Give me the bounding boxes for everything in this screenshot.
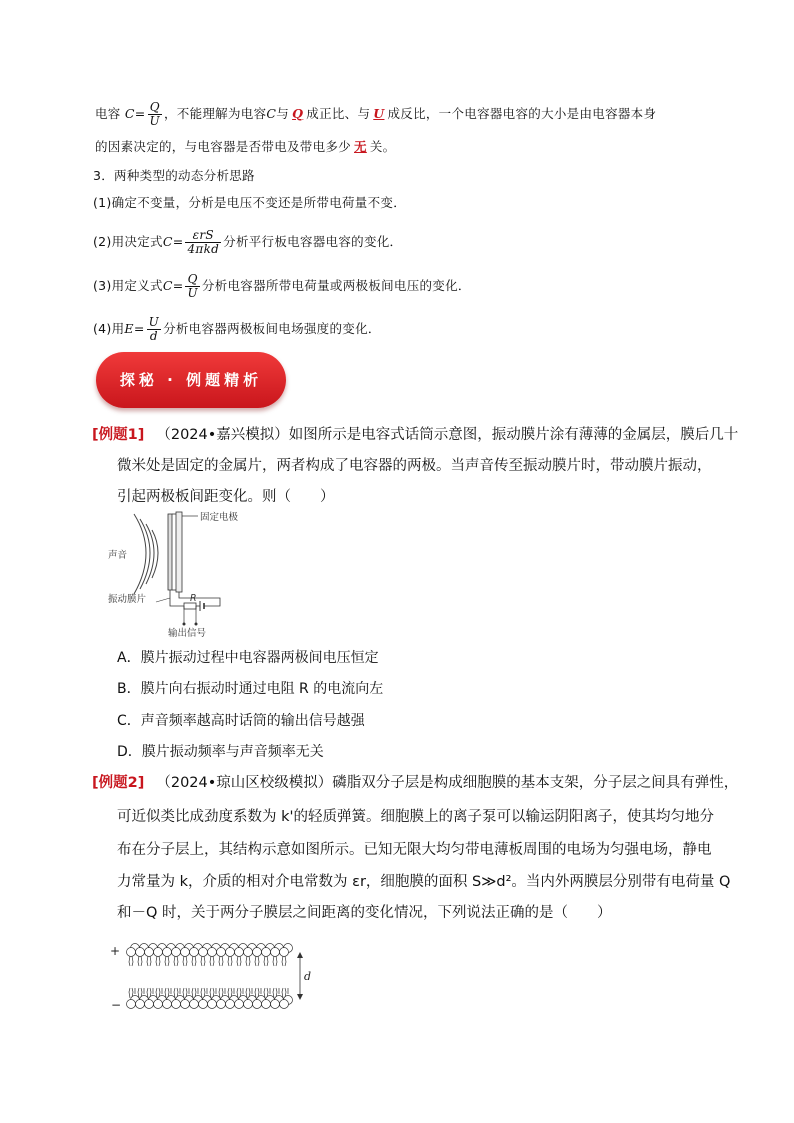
- definition-fraction: [185, 273, 199, 300]
- bottom-lipid-heads: [127, 996, 293, 1009]
- top-lipid-heads: [127, 944, 293, 957]
- capacitance-symbol: C: [266, 106, 277, 121]
- analysis-item-1: (1)确定不变量，分析是电压不变还是所带电荷量不变．: [93, 195, 407, 210]
- lipid-tail: [147, 956, 151, 966]
- lipid-tail: [246, 956, 250, 966]
- lipid-head: [163, 948, 172, 957]
- concept-line-2: [95, 137, 395, 157]
- lipid-head: [172, 948, 181, 957]
- item-text: 分析电容器两极板间电场强度的变化．: [163, 321, 381, 336]
- option-d[interactable]: D．膜片振动频率与声音频率无关: [117, 744, 324, 760]
- analysis-item-2: (2)用决定式C= $\frac{\text{εrS}}{\text{4πkd}}$ 分析平行板电容器电容的变化．: [93, 228, 403, 256]
- concept-text: ，不能理解为电容: [163, 106, 267, 121]
- section-heading: 3．两种类型的动态分析思路: [93, 168, 255, 183]
- example1-tag: [例题1]: [92, 427, 145, 443]
- example2-line-1: [92, 768, 738, 798]
- lipid-tail: [183, 956, 187, 966]
- lipid-head: [235, 1000, 244, 1009]
- lipid-tail: [156, 956, 160, 966]
- lipid-head: [190, 948, 199, 957]
- lipid-head: [181, 1000, 190, 1009]
- lipid-tail: [219, 956, 223, 966]
- capacitance-symbol: C: [124, 106, 135, 121]
- answer-blank-q: Q: [292, 106, 304, 121]
- membrane-plate: [168, 514, 172, 590]
- lipid-tail: [282, 956, 286, 966]
- lipid-tail: [210, 956, 214, 966]
- lipid-tail: [237, 956, 241, 966]
- item-text: 分析平行板电容器电容的变化．: [223, 234, 403, 249]
- example1-text: （2024•嘉兴模拟）如图所示是电容式话筒示意图，振动膜片涂有薄薄的金属层，膜后几十: [156, 427, 739, 443]
- lipid-head: [244, 1000, 253, 1009]
- lipid-head: [199, 948, 208, 957]
- lipid-head: [262, 1000, 271, 1009]
- decision-fraction: [185, 229, 221, 256]
- example2-text: （2024•琼山区校级模拟）磷脂双分子层是构成细胞膜的基本支架，分子层之间具有弹性，: [156, 775, 739, 791]
- lipid-tail: [174, 956, 178, 966]
- lipid-tail: [165, 956, 169, 966]
- lipid-head: [145, 948, 154, 957]
- concept-line-1: 电容 C= $\frac{Q}{U}$ ，不能理解为电容C与 Q 成正比、与 U 成反比，一个电容器电容的大小是由电容器本身: [95, 100, 657, 128]
- lipid-head: [226, 948, 235, 957]
- concept-text: 的因素决定的，与电容器是否带电及带电多少: [95, 139, 352, 154]
- item-text: (2)用决定式: [93, 234, 163, 249]
- lipid-head: [163, 1000, 172, 1009]
- fraction-denominator: d: [149, 329, 158, 343]
- example2-tag: [例题2]: [92, 775, 145, 791]
- lipid-tail: [192, 956, 196, 966]
- lipid-head: [262, 948, 271, 957]
- lipid-head: [127, 948, 136, 957]
- concept-text: 电容: [95, 106, 121, 121]
- concept-text: 成正比、与: [306, 106, 371, 121]
- option-c[interactable]: C．声音频率越高时话筒的输出信号越强: [117, 713, 365, 729]
- lipid-head: [235, 948, 244, 957]
- example2-line-5: 和－Q 时，关于两分子膜层之间距离的变化情况，下列说法正确的是（ ）: [117, 905, 612, 921]
- lipid-head: [172, 1000, 181, 1009]
- field-fraction: [147, 316, 161, 343]
- output-label: 输出信号: [168, 628, 207, 639]
- example1-line-2: 微米处是固定的金属片，两者构成了电容器的两极。当声音传至振动膜片时，带动膜片振动，: [117, 458, 712, 474]
- option-a[interactable]: A．膜片振动过程中电容器两极间电压恒定: [117, 650, 379, 666]
- membrane-leader: [156, 598, 170, 602]
- lipid-head: [190, 1000, 199, 1009]
- answer-blank-u: U: [373, 106, 385, 121]
- lipid-head: [271, 1000, 280, 1009]
- capacitance-fraction: [148, 101, 162, 128]
- resistor-label: R: [190, 593, 197, 604]
- sound-label: 声音: [108, 550, 128, 561]
- lipid-head: [154, 948, 163, 957]
- plus-sign: +: [110, 944, 121, 958]
- lipid-head: [127, 1000, 136, 1009]
- item-text: 分析电容器所带电荷量或两极板间电压的变化．: [201, 278, 471, 293]
- bilayer-figure: [108, 928, 323, 1018]
- lipid-tail: [228, 956, 232, 966]
- lipid-head: [244, 948, 253, 957]
- example2-line-4: 力常量为 k，介质的相对介电常数为 εr，细胞膜的面积 S≫d²。当内外两膜层分别带有电荷量 Q: [117, 874, 731, 890]
- example2-line-2: 可近似类比成劲度系数为 k'的轻质弹簧。细胞膜上的离子泵可以输运阴阳离子，使其均匀地分: [117, 809, 714, 825]
- lipid-head: [208, 1000, 217, 1009]
- lipid-tail: [264, 956, 268, 966]
- lipid-head: [154, 1000, 163, 1009]
- sound-wave-icon: [134, 514, 158, 594]
- lipid-tail: [255, 956, 259, 966]
- fraction-denominator: U: [187, 286, 198, 300]
- concept-text: 与: [276, 106, 290, 121]
- arrow-head-down: [297, 994, 303, 1000]
- fraction-numerator: Q: [148, 101, 162, 115]
- lipid-tail: [129, 956, 133, 966]
- example1-line-1: [92, 420, 738, 450]
- item-text: (4)用: [93, 321, 125, 336]
- lipid-head: [253, 948, 262, 957]
- lipid-head: [136, 948, 145, 957]
- fraction-numerator: Q: [185, 273, 199, 287]
- example2-line-3: 布在分子层上，其结构示意如图所示。已知无限大均匀带电薄板周围的电场为匀强电场，静电: [117, 842, 712, 858]
- microphone-figure: [108, 508, 240, 642]
- lipid-head: [217, 1000, 226, 1009]
- distance-label: d: [304, 970, 312, 983]
- lipid-head: [199, 1000, 208, 1009]
- lipid-head: [208, 948, 217, 957]
- option-b[interactable]: B．膜片向右振动时通过电阻 R 的电流向左: [117, 681, 384, 697]
- lipid-tail: [273, 956, 277, 966]
- fixed-electrode-plate: [176, 512, 182, 592]
- membrane-label: 振动膜片: [108, 594, 147, 605]
- lipid-head: [217, 948, 226, 957]
- example1-line-3: 引起两极板间距变化。则（ ）: [117, 489, 335, 505]
- fraction-numerator: U: [148, 315, 160, 329]
- lipid-head: [271, 948, 280, 957]
- lipid-head: [280, 948, 289, 957]
- lipid-head: [280, 1000, 289, 1009]
- lipid-head: [181, 948, 190, 957]
- section-banner: 探秘 · 例题精析: [96, 352, 286, 408]
- arrow-head-up: [297, 952, 303, 958]
- analysis-item-3: (3)用定义式C= $\frac{Q}{U}$ 分析电容器所带电荷量或两极板间电压的变化．: [93, 272, 471, 300]
- top-lipid-tails: [129, 956, 286, 966]
- lipid-head: [253, 1000, 262, 1009]
- electrode-label: 固定电极: [200, 512, 239, 523]
- fraction-denominator: U: [149, 114, 160, 128]
- analysis-item-4: (4)用E= $\frac{U}{d}$ 分析电容器两极板间电场强度的变化．: [93, 315, 381, 343]
- lipid-head: [145, 1000, 154, 1009]
- fraction-numerator: εrS: [185, 229, 221, 243]
- item-text: (3)用定义式: [93, 278, 163, 293]
- concept-text: 成反比，一个电容器电容的大小是由电容器本身: [387, 106, 657, 121]
- lipid-tail: [201, 956, 205, 966]
- fraction-denominator: 4πkd: [187, 242, 220, 256]
- lipid-tail: [138, 956, 142, 966]
- minus-sign: −: [111, 998, 122, 1012]
- lipid-head: [136, 1000, 145, 1009]
- lipid-head: [226, 1000, 235, 1009]
- concept-text: 关。: [369, 139, 396, 154]
- answer-blank-wu: 无: [354, 139, 367, 154]
